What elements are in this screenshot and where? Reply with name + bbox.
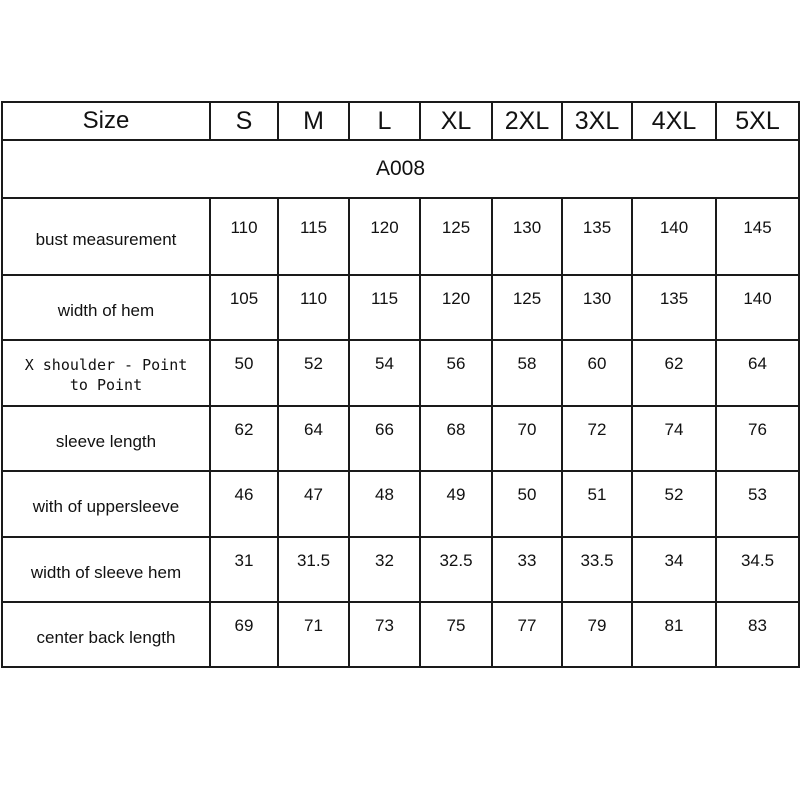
measurement-rows bbox=[2, 198, 799, 667]
measurement-value-text: 125 bbox=[512, 288, 542, 308]
measurement-value bbox=[210, 340, 278, 406]
measurement-label-text: width of hem bbox=[57, 300, 155, 320]
measurement-value bbox=[349, 340, 420, 406]
size-header-row bbox=[2, 102, 799, 140]
measurement-value-text: 64 bbox=[304, 419, 323, 439]
measurement-value bbox=[420, 198, 492, 275]
measurement-value-text: 81 bbox=[664, 615, 684, 635]
measurement-value-text: 69 bbox=[234, 615, 254, 635]
measurement-value bbox=[420, 537, 492, 602]
measurement-value bbox=[562, 537, 632, 602]
measurement-row bbox=[2, 340, 799, 406]
measurement-row bbox=[2, 406, 799, 471]
measurement-value-text: 34.5 bbox=[740, 550, 775, 570]
measurement-label bbox=[2, 275, 210, 340]
measurement-value bbox=[632, 471, 716, 537]
measurement-value-text: 115 bbox=[299, 217, 328, 237]
measurement-value bbox=[349, 537, 420, 602]
measurement-value bbox=[562, 198, 632, 275]
measurement-value-text: 31 bbox=[234, 550, 254, 570]
measurement-value-text: 125 bbox=[441, 217, 471, 237]
measurement-value bbox=[349, 602, 420, 667]
measurement-label-text: X shoulder - Point to Point bbox=[24, 356, 188, 394]
measurement-value bbox=[492, 537, 562, 602]
measurement-value-text: 120 bbox=[370, 217, 399, 237]
measurement-value-text: 120 bbox=[441, 288, 471, 308]
measurement-value bbox=[210, 537, 278, 602]
measurement-value-text: 135 bbox=[659, 288, 689, 308]
size-column-header: S bbox=[210, 102, 278, 140]
measurement-value bbox=[632, 537, 716, 602]
measurement-value-text: 71 bbox=[304, 615, 323, 635]
measurement-value bbox=[632, 602, 716, 667]
measurement-value-text: 62 bbox=[664, 354, 684, 373]
measurement-value bbox=[562, 275, 632, 340]
measurement-value-text: 73 bbox=[375, 615, 394, 635]
measurement-value-text: 60 bbox=[587, 354, 607, 373]
size-column-header: 4XL bbox=[632, 102, 716, 140]
measurement-label bbox=[2, 602, 210, 667]
measurement-value bbox=[632, 275, 716, 340]
size-column-header: 2XL bbox=[492, 102, 562, 140]
measurement-value bbox=[420, 275, 492, 340]
measurement-value bbox=[210, 275, 278, 340]
measurement-value bbox=[716, 275, 799, 340]
measurement-value bbox=[210, 602, 278, 667]
measurement-value-text: 130 bbox=[512, 217, 542, 237]
measurement-label-text: with of uppersleeve bbox=[32, 497, 180, 516]
measurement-value bbox=[562, 602, 632, 667]
size-column-header: 3XL bbox=[562, 102, 632, 140]
measurement-value-text: 110 bbox=[230, 217, 258, 237]
measurement-value-text: 140 bbox=[743, 288, 772, 308]
measurement-value-text: 54 bbox=[375, 354, 394, 373]
size-header-label: Size bbox=[2, 102, 210, 140]
measurement-value-text: 110 bbox=[299, 288, 328, 308]
measurement-value bbox=[278, 275, 349, 340]
measurement-value-text: 56 bbox=[446, 354, 466, 373]
measurement-value bbox=[420, 602, 492, 667]
measurement-value bbox=[349, 406, 420, 471]
measurement-value-text: 64 bbox=[748, 354, 767, 373]
measurement-value-text: 50 bbox=[234, 354, 254, 373]
measurement-value-text: 52 bbox=[304, 354, 323, 373]
measurement-value bbox=[716, 340, 799, 406]
measurement-value-text: 32.5 bbox=[439, 550, 473, 570]
measurement-value-text: 105 bbox=[229, 288, 259, 308]
measurement-value bbox=[420, 340, 492, 406]
measurement-value-text: 72 bbox=[587, 419, 607, 439]
measurement-value-text: 66 bbox=[375, 419, 394, 439]
measurement-label-text: center back length bbox=[36, 627, 176, 647]
model-row bbox=[2, 140, 799, 198]
measurement-value-text: 46 bbox=[234, 485, 254, 504]
measurement-value-text: 130 bbox=[582, 288, 612, 308]
measurement-value-text: 51 bbox=[587, 485, 607, 504]
measurement-value bbox=[492, 406, 562, 471]
measurement-value bbox=[349, 471, 420, 537]
measurement-value-text: 34 bbox=[664, 550, 684, 570]
measurement-value-text: 62 bbox=[234, 419, 254, 439]
measurement-value bbox=[492, 340, 562, 406]
model-code: A008 bbox=[2, 140, 799, 198]
measurement-row bbox=[2, 275, 799, 340]
measurement-value bbox=[278, 406, 349, 471]
measurement-value bbox=[716, 198, 799, 275]
measurement-value bbox=[716, 537, 799, 602]
measurement-row bbox=[2, 471, 799, 537]
measurement-value bbox=[278, 471, 349, 537]
measurement-value-text: 115 bbox=[370, 288, 399, 308]
measurement-value bbox=[716, 602, 799, 667]
measurement-value bbox=[492, 275, 562, 340]
measurement-value bbox=[420, 471, 492, 537]
measurement-value bbox=[716, 471, 799, 537]
measurement-label-text: bust measurement bbox=[35, 229, 177, 249]
measurement-value-text: 47 bbox=[304, 485, 323, 504]
measurement-value bbox=[278, 602, 349, 667]
measurement-value-text: 52 bbox=[664, 485, 684, 504]
measurement-value bbox=[420, 406, 492, 471]
measurement-value-text: 32 bbox=[375, 550, 394, 570]
measurement-label bbox=[2, 340, 210, 406]
measurement-value bbox=[210, 406, 278, 471]
measurement-value bbox=[278, 537, 349, 602]
measurement-value bbox=[562, 471, 632, 537]
measurement-value bbox=[492, 602, 562, 667]
measurement-value bbox=[716, 406, 799, 471]
measurement-value-text: 83 bbox=[748, 615, 767, 635]
measurement-value-text: 58 bbox=[517, 354, 537, 373]
measurement-label bbox=[2, 537, 210, 602]
size-column-header: 5XL bbox=[716, 102, 799, 140]
measurement-value-text: 74 bbox=[664, 419, 684, 439]
measurement-value-text: 50 bbox=[517, 485, 537, 504]
measurement-value-text: 33 bbox=[517, 550, 537, 570]
measurement-value-text: 31.5 bbox=[296, 550, 331, 570]
measurement-label bbox=[2, 198, 210, 275]
measurement-value-text: 77 bbox=[517, 615, 537, 635]
measurement-value bbox=[562, 406, 632, 471]
measurement-value-text: 76 bbox=[748, 419, 767, 439]
measurement-value-text: 135 bbox=[582, 217, 612, 237]
measurement-row bbox=[2, 602, 799, 667]
measurement-value bbox=[632, 340, 716, 406]
size-chart-table bbox=[1, 101, 800, 668]
size-column-header: M bbox=[278, 102, 349, 140]
measurement-value-text: 79 bbox=[587, 615, 607, 635]
measurement-label bbox=[2, 471, 210, 537]
measurement-value bbox=[349, 198, 420, 275]
measurement-row bbox=[2, 537, 799, 602]
measurement-row bbox=[2, 198, 799, 275]
measurement-value bbox=[632, 406, 716, 471]
measurement-value bbox=[210, 198, 278, 275]
measurement-value-text: 75 bbox=[446, 615, 466, 635]
measurement-value bbox=[278, 198, 349, 275]
measurement-value-text: 53 bbox=[748, 485, 767, 504]
measurement-value bbox=[278, 340, 349, 406]
measurement-value-text: 33.5 bbox=[580, 550, 614, 570]
measurement-value bbox=[492, 198, 562, 275]
measurement-value bbox=[492, 471, 562, 537]
measurement-value bbox=[562, 340, 632, 406]
measurement-value-text: 140 bbox=[659, 217, 689, 237]
measurement-value-text: 68 bbox=[446, 419, 466, 439]
measurement-value bbox=[632, 198, 716, 275]
measurement-value-text: 48 bbox=[375, 485, 394, 504]
measurement-value bbox=[210, 471, 278, 537]
size-column-header: L bbox=[349, 102, 420, 140]
measurement-value-text: 49 bbox=[446, 485, 466, 504]
measurement-label-text: sleeve length bbox=[55, 431, 157, 451]
size-column-header: XL bbox=[420, 102, 492, 140]
measurement-label-text: width of sleeve hem bbox=[30, 562, 182, 582]
measurement-value-text: 70 bbox=[517, 419, 537, 439]
measurement-value-text: 145 bbox=[743, 217, 772, 237]
measurement-label bbox=[2, 406, 210, 471]
measurement-value bbox=[349, 275, 420, 340]
